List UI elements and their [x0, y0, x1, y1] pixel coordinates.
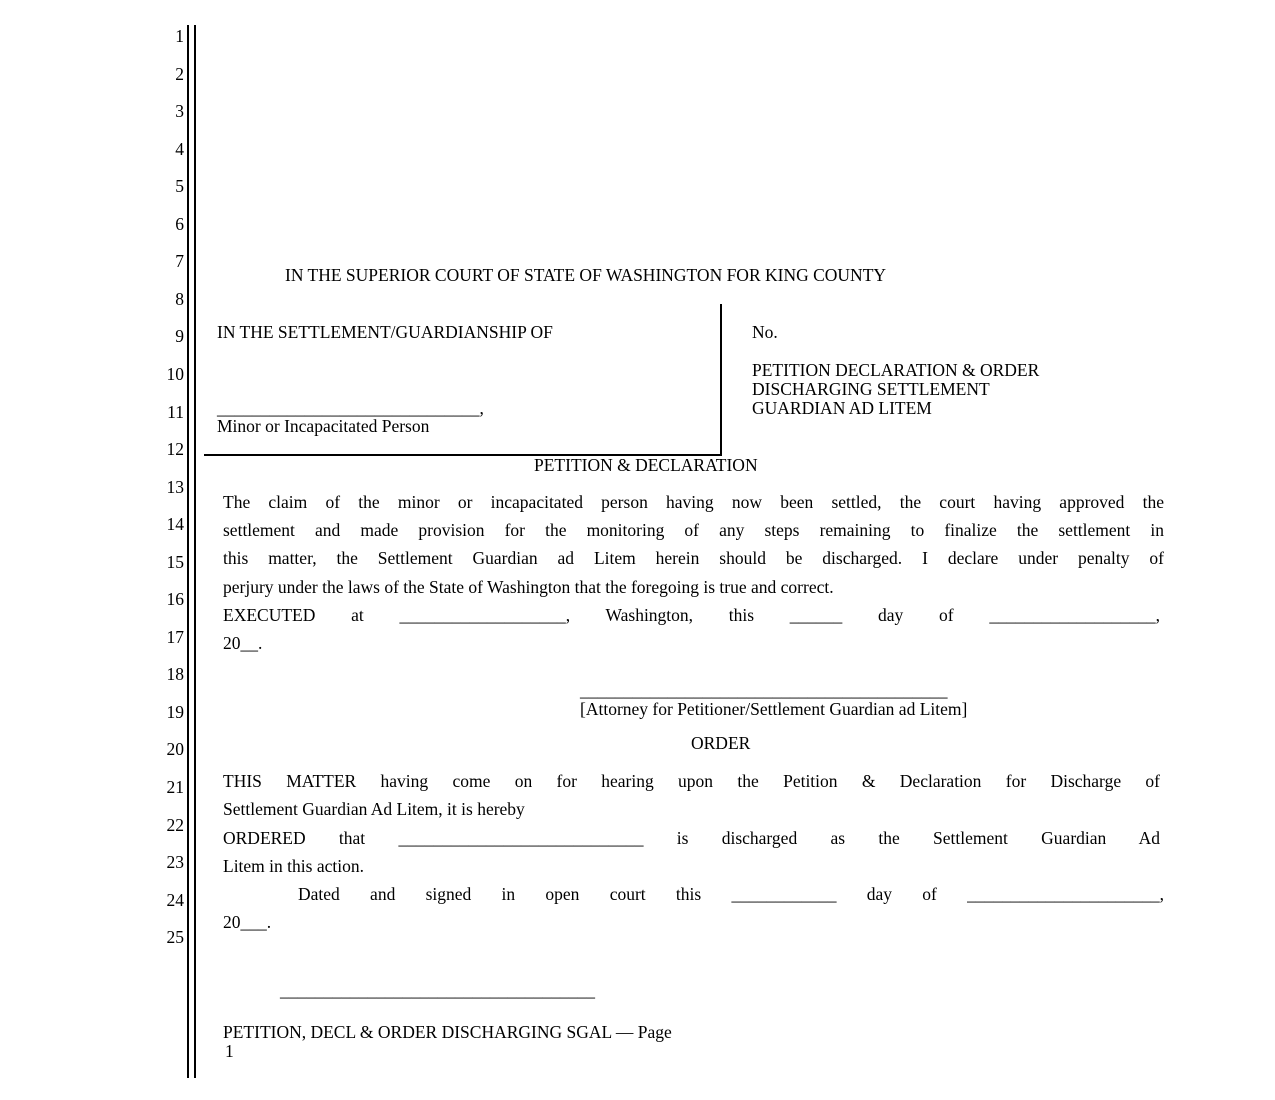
line-number: 25 — [166, 927, 184, 948]
order-line-2: Settlement Guardian Ad Litem, it is hereby — [223, 799, 525, 819]
dated-year: 20___. — [223, 912, 272, 932]
doc-title-line-1: PETITION DECLARATION & ORDER — [752, 360, 1040, 380]
line-number: 9 — [175, 326, 184, 347]
line-number: 7 — [175, 251, 184, 272]
caption-party-label: Minor or Incapacitated Person — [217, 416, 430, 436]
footer-title: PETITION, DECL & ORDER DISCHARGING SGAL — Page — [223, 1022, 672, 1042]
caption-divider-vertical — [720, 304, 722, 455]
petition-line-3: this matter, the Settlement Guardian ad Litem herein should be discharged. I declare under penalty of — [223, 548, 1164, 568]
line-number: 8 — [175, 288, 184, 309]
petition-line-1: The claim of the minor or incapacitated person having now been settled, the court having approved the — [223, 492, 1164, 512]
margin-rule-left — [187, 25, 189, 1078]
line-number: 20 — [166, 739, 184, 760]
judge-signature-line: ____________________________________ — [280, 980, 595, 1000]
line-number: 13 — [166, 476, 184, 497]
line-number: 10 — [166, 363, 184, 384]
line-number: 18 — [166, 664, 184, 685]
petition-line-2: settlement and made provision for the monitoring of any steps remaining to finalize the settlement in — [223, 520, 1164, 540]
line-number: 11 — [167, 401, 184, 422]
line-number: 4 — [175, 138, 184, 159]
attorney-signature-line: __________________________________________ — [580, 680, 948, 700]
line-number: 12 — [166, 439, 184, 460]
margin-rule-right — [194, 25, 196, 1078]
line-number: 24 — [166, 889, 184, 910]
order-line-1: THIS MATTER having come on for hearing upon the Petition & Declaration for Discharge of — [223, 771, 1160, 791]
line-number: 23 — [166, 852, 184, 873]
caption-in-the-matter: IN THE SETTLEMENT/GUARDIANSHIP OF — [217, 322, 553, 342]
caption-name-blank: ______________________________, — [217, 398, 484, 418]
line-number: 22 — [166, 814, 184, 835]
line-number: 6 — [175, 213, 184, 234]
petition-line-4: perjury under the laws of the State of Washington that the foregoing is true and correct. — [223, 577, 834, 597]
line-number: 19 — [166, 701, 184, 722]
dated-signed-line: Dated and signed in open court this ____________ day of ______________________, — [298, 884, 1164, 904]
executed-line: EXECUTED at ___________________, Washington, this ______ day of ___________________, — [223, 605, 1160, 625]
executed-year: 20__. — [223, 633, 263, 653]
order-heading: ORDER — [691, 733, 751, 753]
line-number: 16 — [166, 589, 184, 610]
court-title: IN THE SUPERIOR COURT OF STATE OF WASHINGTON FOR KING COUNTY — [285, 265, 887, 285]
petition-heading: PETITION & DECLARATION — [534, 455, 758, 475]
footer-page-number: 1 — [225, 1041, 234, 1061]
ordered-line: ORDERED that ____________________________ is discharged as the Settlement Guardian Ad — [223, 828, 1160, 848]
line-number: 17 — [166, 626, 184, 647]
line-number: 5 — [175, 176, 184, 197]
line-number: 15 — [166, 551, 184, 572]
line-number: 21 — [166, 777, 184, 797]
case-number-label: No. — [752, 322, 778, 342]
line-number: 3 — [175, 101, 184, 122]
attorney-signature-label: [Attorney for Petitioner/Settlement Guardian ad Litem] — [580, 699, 968, 719]
order-line-4: Litem in this action. — [223, 856, 364, 876]
line-number: 1 — [175, 26, 184, 46]
doc-title-line-2: DISCHARGING SETTLEMENT — [752, 379, 990, 399]
doc-title-line-3: GUARDIAN AD LITEM — [752, 398, 932, 418]
line-number: 14 — [166, 514, 184, 535]
line-number: 2 — [175, 63, 184, 84]
